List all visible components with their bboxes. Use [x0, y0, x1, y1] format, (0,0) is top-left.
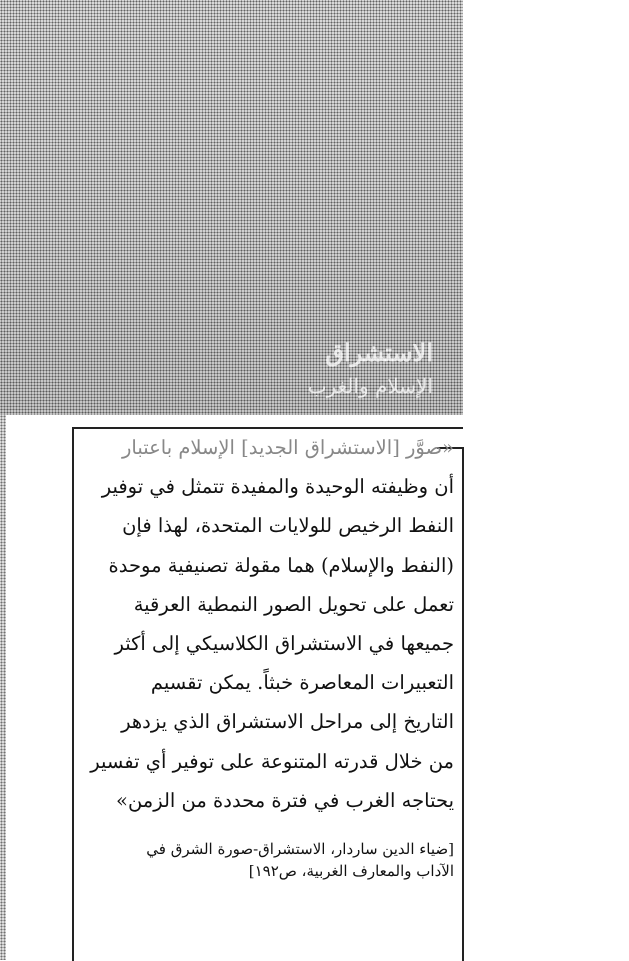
background-caption-line-1: الاستشراق	[325, 338, 433, 367]
quote-line: التاريخ إلى مراحل الاستشراق الذي يزدهر	[121, 710, 454, 734]
quote-line: جميعها في الاستشراق الكلاسيكي إلى أكثر	[114, 632, 454, 656]
halftone-edge-strip	[0, 415, 6, 960]
frame-left-border	[72, 441, 74, 961]
citation-block	[82, 838, 454, 882]
background-caption-line-2: الإسلام والغرب	[307, 374, 433, 398]
citation-line: الآداب والمعارف الغربية، ص١٩٢]	[248, 862, 454, 880]
quote-line: النفط الرخيص للولايات المتحدة، لهذا فإن	[122, 514, 454, 538]
quote-line: أن وظيفته الوحيدة والمفيدة تتمثل في توفير	[101, 475, 454, 499]
quote-block	[82, 428, 454, 820]
frame-right-border	[462, 447, 464, 961]
quote-line: (النفط والإسلام) هما مقولة تصنيفية موحدة	[108, 553, 454, 577]
citation-line: [ضياء الدين ساردار، الاستشراق-صورة الشرق في	[146, 840, 454, 858]
quote-line: التعبيرات المعاصرة خبثاً. يمكن تقسيم	[150, 671, 454, 695]
quote-line: من خلال قدرته المتنوعة على توفير أي تفسير	[90, 749, 454, 773]
quote-line: يحتاجه الغرب في فترة محددة من الزمن»	[116, 788, 454, 812]
frame-corner-tick	[72, 427, 74, 441]
quote-line: تعمل على تحويل الصور النمطية العرقية	[133, 592, 454, 616]
quote-line: «صوَّر [الاستشراق الجديد] الإسلام باعتبار	[121, 436, 454, 459]
